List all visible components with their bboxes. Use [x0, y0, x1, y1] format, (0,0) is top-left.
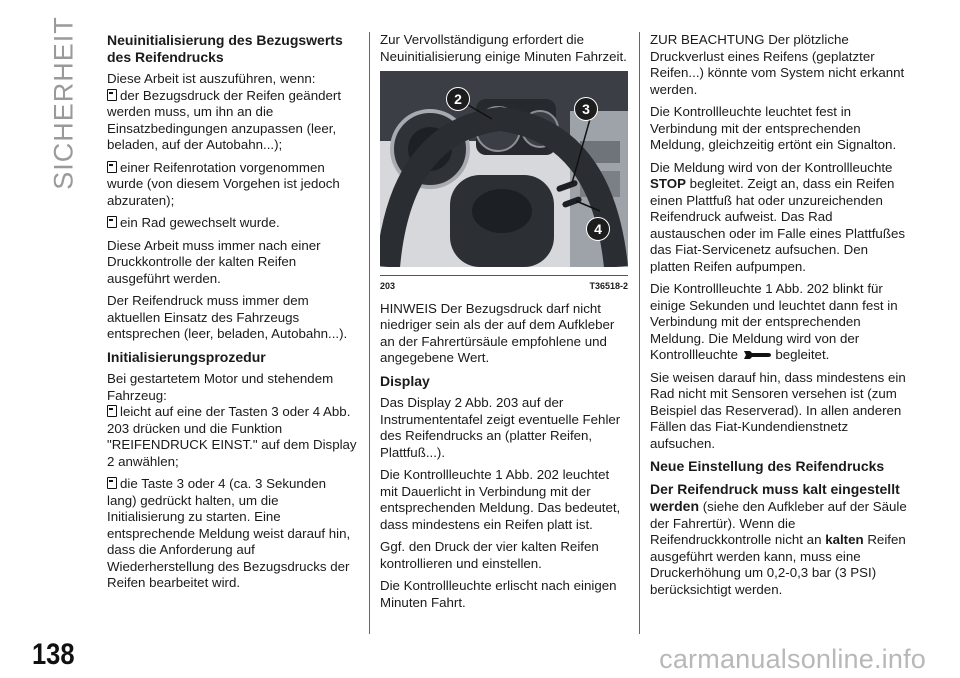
figure-code: T36518-2 — [589, 281, 628, 291]
page-number: 138 — [32, 638, 75, 671]
section-side-tab — [44, 18, 84, 188]
checkbox-bullet-icon — [107, 216, 117, 228]
paragraph: Die Kontrollleuchte 1 Abb. 202 blinkt für einige Sekunden und leuchtet dann fest in Verbindung mit der entsprechenden Meldung. Die Meldung wird von der Kontrollleuchte begleitet. — [650, 281, 898, 362]
warning-note: ZUR BEACHTUNG Der plötzliche Druckverlust eines Reifens (geplatzter Reifen...) könnte vom System nicht erkannt werden. — [650, 32, 905, 97]
callout-2: 2 — [446, 87, 470, 111]
figure-caption — [380, 275, 628, 295]
paragraph: Diese Arbeit muss immer nach einer Druckkontrolle der kalten Reifen ausgeführt werden. — [107, 237, 321, 286]
column-3 — [650, 32, 910, 604]
paragraph: Die Kontrollleuchte erlischt nach einigen Minuten Fahrt. — [380, 578, 617, 610]
checkbox-bullet-icon — [107, 89, 117, 101]
column-divider — [369, 32, 370, 634]
checkbox-bullet-icon — [107, 405, 117, 417]
paragraph: Der Reifendruck muss immer dem aktuellen Einsatz des Fahrzeugs entsprechen (leer, beladen, Autobahn...). — [107, 293, 348, 341]
column-divider — [639, 32, 640, 634]
list-item: einer Reifenrotation vorgenommen wurde (von diesem Vorgehen ist jedoch abzuraten); — [107, 159, 340, 208]
heading-new-pressure-setting: Neue Einstellung des Reifendrucks — [650, 458, 885, 474]
callout-3: 3 — [574, 97, 598, 121]
hinweis-note: HINWEIS Der Bezugsdruck darf nicht niedriger sein als der auf dem Aufkleber an der Fahrertürsäule empfohlene und angegebene Wert. — [380, 300, 615, 365]
stop-indicator-label: STOP — [650, 176, 686, 191]
paragraph: Sie weisen darauf hin, dass mindestens ein Rad nicht mit Sensoren versehen ist (zum Beispiel das Reserverad). In allen anderen Fällen das Fiat-Kundendienstnetz aufsuchen. — [650, 369, 906, 451]
list-item: ein Rad gewechselt wurde. — [107, 215, 357, 232]
paragraph: Zur Vervollständigung erfordert die Neuinitialisierung einige Minuten Fahrzeit. — [380, 32, 627, 64]
heading-init-procedure: Initialisierungsprozedur — [107, 348, 266, 365]
figure-number: 203 — [380, 281, 396, 291]
paragraph: Das Display 2 Abb. 203 auf der Instrumententafel zeigt eventuelle Fehler des Reifendrucks an (platter Reifen, Plattfuß...). — [380, 395, 621, 460]
figure-203 — [380, 71, 628, 295]
column-1 — [107, 32, 357, 598]
heading-display: Display — [380, 372, 430, 389]
paragraph: Ggf. den Druck der vier kalten Reifen kontrollieren und einstellen. — [380, 539, 599, 571]
wrench-icon — [742, 348, 772, 360]
paragraph: Der Reifendruck muss kalt eingestellt werden (siehe den Aufkleber auf der Säule der Fahrertür). Wenn die Reifendruckkontrolle nicht an kalten Reifen ausgeführt werden kann, muss eine Druckerhöhung um 0,2-0,3 bar (3 PSI) berücksichtigt werden. — [650, 480, 907, 597]
checkbox-bullet-icon — [107, 161, 117, 173]
paragraph: Die Kontrollleuchte 1 Abb. 202 leuchtet mit Dauerlicht in Verbindung mit der entsprechenden Meldung. Das bedeutet, dass mindestens ein Reifen platt ist. — [380, 467, 621, 532]
steering-wheel-image — [380, 71, 628, 267]
paragraph: Die Meldung wird von der Kontrollleuchte STOP begleitet. Zeigt an, dass ein Reifen einen Plattfuß hat oder unzureichenden Reifendruck aufweist. Das Rad austauschen oder im Falle eines Plattfußes das Fiat-Servicenetz aufsuchen. Den platten Reifen aufpumpen. — [650, 159, 905, 274]
watermark: carmanualsonline.info — [659, 644, 926, 674]
list-item: leicht auf eine der Tasten 3 oder 4 Abb. 203 drücken und die Funktion "REIFENDRUCK EINST." auf dem Display 2 anwählen; — [107, 404, 357, 469]
list-item: die Taste 3 oder 4 (ca. 3 Sekunden lang) gedrückt halten, um die Initialisierung zu starten. Eine entsprechende Meldung weist darauf hin, dass die Anforderung auf Wiederherstellung des Bezugsdrucks der Reifen bearbeitet wird. — [107, 476, 351, 590]
paragraph: Die Kontrollleuchte leuchtet fest in Verbindung mit der entsprechenden Meldung, gleichzeitig ertönt ein Signalton. — [650, 104, 897, 152]
column-2 — [380, 32, 628, 617]
paragraph: Bei gestartetem Motor und stehendem Fahrzeug: — [107, 371, 334, 403]
section-side-tab-label: SICHERHEIT — [48, 16, 79, 190]
callout-4: 4 — [586, 217, 610, 241]
checkbox-bullet-icon — [107, 477, 117, 489]
list-item: der Bezugsdruck der Reifen geändert werden muss, um ihn an die Einsatzbedingungen anzupassen (leer, beladen, auf der Autobahn...); — [107, 87, 342, 152]
heading-reset-reference: Neuinitialisierung des Bezugswerts des Reifendrucks — [107, 32, 343, 65]
paragraph: Diese Arbeit ist auszuführen, wenn: — [107, 71, 316, 86]
cluster-display-text: 888 — [488, 119, 507, 130]
